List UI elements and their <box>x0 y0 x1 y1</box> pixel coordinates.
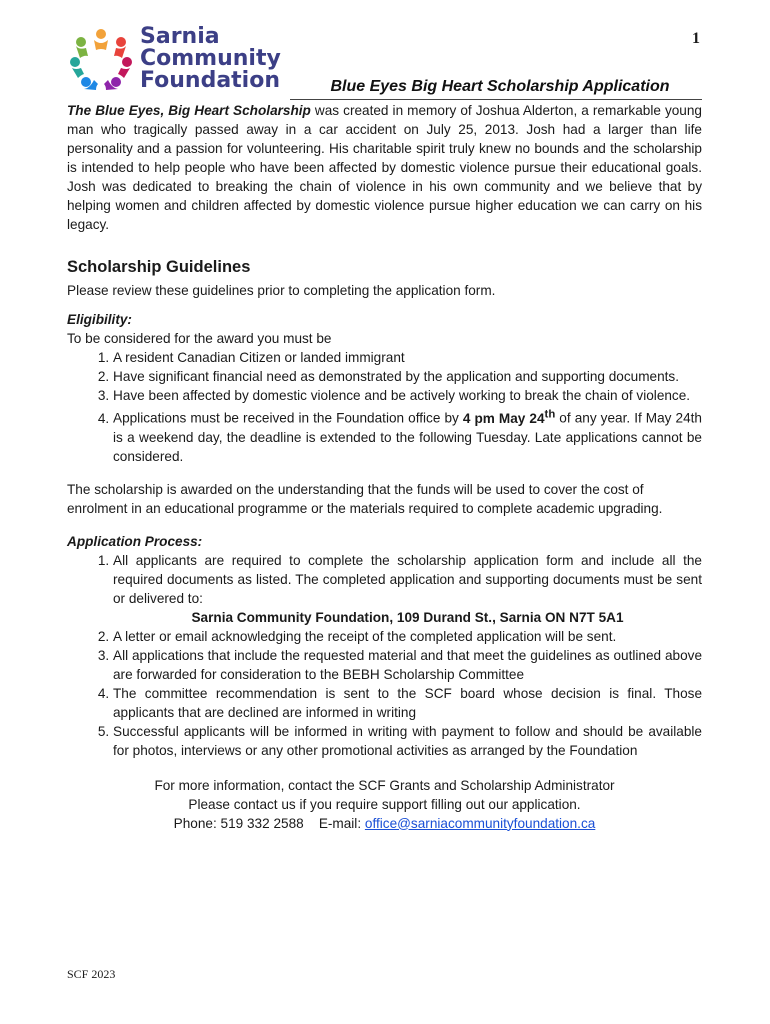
people-circle-icon <box>66 26 136 92</box>
footer-text: SCF 2023 <box>67 967 116 981</box>
phone-number: Phone: 519 332 2588 <box>173 815 304 831</box>
page-number: 1 <box>692 30 700 47</box>
list-item <box>113 405 702 466</box>
guidelines-heading: Scholarship Guidelines <box>67 258 251 276</box>
list-item: 5. Successful applicants will be informed in writing with payment to follow and should be available for photos, interviews or any other promotional activities as arranged by the Foundation <box>113 722 702 760</box>
email-link[interactable]: office@sarniacommunityfoundation.ca <box>364 815 596 831</box>
email-label: E-mail: <box>318 815 365 831</box>
eligibility-heading: Eligibility: <box>67 312 132 327</box>
foundation-logo <box>66 24 281 96</box>
mailing-address: Sarnia Community Foundation, 109 Durand St., Sarnia ON N7T 5A1 <box>191 609 624 625</box>
award-note: The scholarship is awarded on the understanding that the funds will be used to cover the cost of enrolment in an educational programme or the materials required to complete academic upgrading. <box>67 481 663 516</box>
list-item: 3. Have been affected by domestic violence and be actively working to break the chain of violence. <box>113 386 702 405</box>
guidelines-lead: Please review these guidelines prior to completing the application form. <box>67 283 496 298</box>
deadline-text-after: of any year. If May 24th is a weekend day, the deadline is extended to the following Tuesday. Late applications cannot be considered. <box>113 410 702 464</box>
contact-line-3 <box>67 814 702 833</box>
title-underline <box>290 99 702 100</box>
list-item: 3. All applications that include the requested material and that meet the guidelines as outlined above are forwarded for consideration to the BEBH Scholarship Committee <box>113 646 702 684</box>
logo-line-1: Sarnia <box>140 24 220 49</box>
logo-line-3: Foundation <box>140 68 281 93</box>
intro-paragraph <box>67 101 702 234</box>
list-item: 4. The committee recommendation is sent to the SCF board whose decision is final. Those applicants that are declined are informed in writing <box>113 684 702 722</box>
process-heading: Application Process: <box>67 533 203 549</box>
deadline-bold: 4 pm May 24th <box>462 408 556 426</box>
list-item: 1. All applicants are required to complete the scholarship application form and include all the required documents as listed. The completed application and supporting documents must be sent or delivered to: Sarnia Community Foundation, 109 Durand St., Sarnia ON N7T 5A1 <box>113 551 702 627</box>
contact-line-2: Please contact us if you require support filling out our application. <box>188 796 581 812</box>
contact-line-1: For more information, contact the SCF Grants and Scholarship Administrator <box>154 777 615 793</box>
eligibility-lead: To be considered for the award you must be <box>67 331 332 346</box>
eligibility-list <box>67 348 702 466</box>
intro-bold-lead: The Blue Eyes, Big Heart Scholarship <box>67 103 311 118</box>
process-list <box>67 551 702 760</box>
logo-line-2: Community <box>140 46 281 71</box>
document-body <box>67 101 702 833</box>
intro-text: was created in memory of Joshua Alderton, a remarkable young man who tragically passed away in a car accident on July 25, 2013. Josh had a larger than life personality and a passion for volunteering. His charitable spirit truly knew no bounds and the scholarship is intended to help people who have been affected by domestic violence pursue their educational goals. Josh was dedicated to breaking the chain of violence in his own community and we believe that by helping women and children affected by domestic violence pursue higher education we can carry on his legacy. <box>67 103 702 232</box>
list-item: 1. A resident Canadian Citizen or landed immigrant <box>113 348 702 367</box>
document-title: Blue Eyes Big Heart Scholarship Application <box>330 78 670 95</box>
list-item: 2. Have significant financial need as demonstrated by the application and supporting documents. <box>113 367 702 386</box>
list-item: 2. A letter or email acknowledging the receipt of the completed application will be sent. <box>113 627 702 646</box>
deadline-text-before: Applications must be received in the Foundation office by <box>113 410 463 426</box>
contact-block <box>67 776 702 833</box>
